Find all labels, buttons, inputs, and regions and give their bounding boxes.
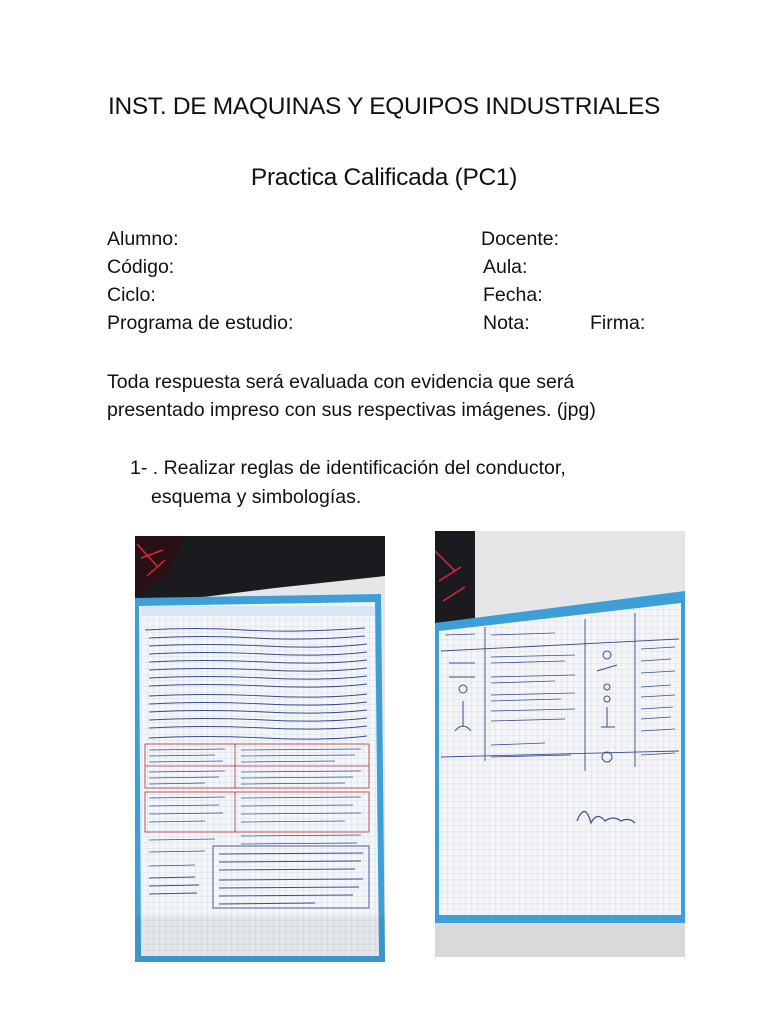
photo-symbols-table-image [435,531,685,957]
instructions-line-1: Toda respuesta será evaluada con evidencia que será [107,371,575,393]
field-docente: Docente: [481,228,560,250]
instructions-line-2: presentado impreso con sus respectivas imágenes. (jpg) [107,399,596,421]
question-1-line-1: 1- . Realizar reglas de identificación del conductor, [130,457,566,479]
field-fecha: Fecha: [483,284,543,306]
field-firma: Firma: [590,312,646,334]
document-subtitle: Practica Calificada (PC1) [250,164,518,191]
field-programa: Programa de estudio: [107,312,294,334]
photo-handwritten-notes [135,536,385,962]
question-1 [130,454,650,512]
field-aula: Aula: [483,256,528,278]
field-alumno: Alumno: [107,228,179,250]
instructions-paragraph [107,368,667,424]
field-codigo: Código: [107,256,175,278]
question-1-line-2: esquema y simbologías. [151,486,362,508]
field-ciclo: Ciclo: [107,284,156,306]
photo-symbols-table [435,531,685,957]
field-nota: Nota: [483,312,530,334]
photo-handwritten-notes-image [135,536,385,962]
document-title: INST. DE MAQUINAS Y EQUIPOS INDUSTRIALES [107,93,661,120]
